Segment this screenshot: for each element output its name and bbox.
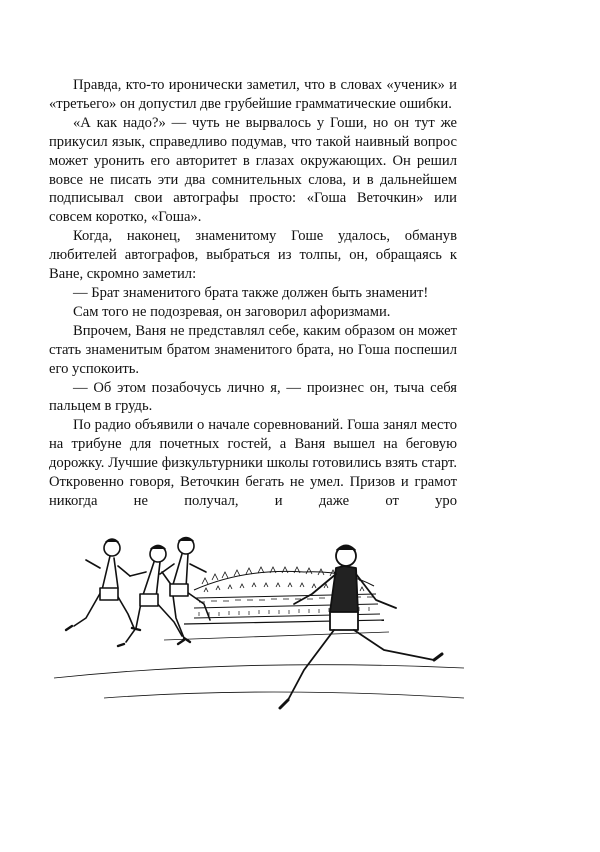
paragraph-6: Впрочем, Ваня не представлял себе, каким образом он может стать знаменитым братом знаменитого брата, но Гоша поспешил его успокоить. bbox=[49, 322, 457, 377]
paragraph-3: Когда, наконец, знаменитому Гоше удалось, обманув любителей автографов, выбраться из толпы, он, обращаясь к Ване, скромно заметил: bbox=[49, 228, 457, 283]
runner-back-left bbox=[66, 539, 140, 630]
runner-lead bbox=[280, 546, 442, 709]
paragraph-7: — Об этом позабочусь лично я, — произнес он, тыча себя пальцем в грудь. bbox=[49, 379, 457, 415]
paragraph-1: Правда, кто-то иронически заметил, что в словах «ученик» и «третьего» он допустил две грубейшие грамматические ошибки. bbox=[49, 77, 457, 112]
paragraph-8: По радио объявили о начале соревнований. Гоша занял место на трибуне для почетных гостей, а Ваня вышел на беговую дорожку. Лучшие физкультурники школы готовились взять старт. Откровенно говоря, Веточкин бегать не умел. Призов и грамот никогда не получал, и даже от уро bbox=[49, 417, 457, 509]
running-track bbox=[54, 665, 464, 698]
body-text bbox=[49, 76, 457, 511]
runner-front-group bbox=[160, 538, 210, 645]
paragraph-2: «А как надо?» — чуть не вырвалось у Гоши, но он тут же прикусил язык, справедливо подумав, что такой наивный вопрос может уронить его авторитет в глазах окружающих. Он решил вовсе не писать эти два сомнительных слова, и в дальнейшем подписывал свои автографы просто: «Гоша Веточкин» или совсем коротко, «Гоша». bbox=[49, 114, 457, 226]
runners-drawing bbox=[44, 528, 474, 730]
runners-illustration bbox=[44, 528, 474, 730]
paragraph-4: — Брат знаменитого брата также должен быть знаменит! bbox=[73, 284, 429, 301]
paragraph-5: Сам того не подозревая, он заговорил афоризмами. bbox=[73, 303, 391, 320]
